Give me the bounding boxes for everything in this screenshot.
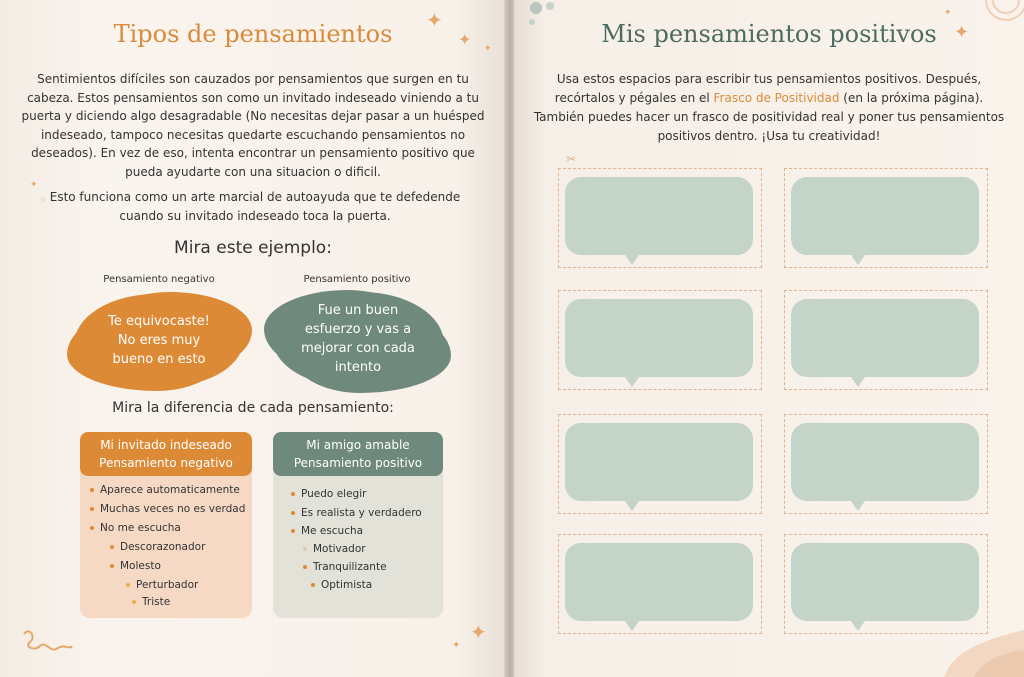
cutout-bubble[interactable] <box>784 290 988 390</box>
list-item: Es realista y verdadero <box>291 507 422 519</box>
list-item: Descorazonador <box>110 541 205 553</box>
cutout-bubble[interactable] <box>784 168 988 268</box>
sparkle-icon: ✦ <box>30 180 38 190</box>
cutout-bubble[interactable] <box>558 290 762 390</box>
list-item: Optimista <box>311 579 372 591</box>
positive-thought-text: Fue un buen esfuerzo y vas a mejorar con cada intento <box>301 303 415 375</box>
positive-caption: Pensamiento positivo <box>303 274 411 285</box>
positive-thought-cloud <box>272 292 444 386</box>
cutout-bubble[interactable] <box>558 534 762 634</box>
cutout-bubble[interactable] <box>784 414 988 514</box>
swirl-icon <box>20 624 76 658</box>
sparkle-icon: ✦ <box>470 620 487 644</box>
negative-card-header <box>80 432 252 476</box>
positive-card-title: Mi amigo amable <box>306 438 410 452</box>
cutout-bubble[interactable] <box>558 414 762 514</box>
positive-card-subtitle: Pensamiento positivo <box>293 456 423 470</box>
intro-paragraph: Sentimientos difíciles son cauzados por pensamientos que surgen en tu cabeza. Estos pensamientos son como un invitado indeseado viniendo a tu puerta y diciendo algo desagradable (No necesitas dejar pasar a un huésped indeseado, tampoco necesitas quedarte escuchando pensamientos no deseados). En vez de eso, intenta encontrar un pensamiento positivo que pueda ayudarte con una situacion o dificil. <box>21 72 485 179</box>
difference-heading: Mira la diferencia de cada pensamiento: <box>112 400 394 416</box>
cutout-bubble[interactable] <box>558 168 762 268</box>
page-title: Tipos de pensamientos <box>113 20 393 48</box>
page-title: Mis pensamientos positivos <box>601 20 937 48</box>
sparkle-icon: ✦ <box>452 640 461 651</box>
scissors-icon: ✂ <box>566 152 577 166</box>
bubble-grid <box>558 168 998 638</box>
list-item: Perturbador <box>126 579 198 591</box>
highlight-link: Frasco de Positividad <box>713 91 840 105</box>
negative-thought-cloud <box>74 294 244 386</box>
cutout-bubble[interactable] <box>784 534 988 634</box>
left-page <box>0 0 506 677</box>
list-item: Aparece automaticamente <box>90 484 240 496</box>
negative-card-subtitle: Pensamiento negativo <box>99 456 233 470</box>
positive-card-header <box>273 432 443 476</box>
decor-blob <box>934 620 1024 677</box>
negative-caption: Pensamiento negativo <box>103 274 215 285</box>
decor-circles <box>964 0 1024 30</box>
negative-card-title: Mi invitado indeseado <box>100 438 232 452</box>
list-item: Tranquilizante <box>303 561 387 573</box>
negative-thought-text: Te equivocaste! No eres muy bueno en esto <box>108 313 210 367</box>
sparkle-icon: ✦ <box>484 44 492 54</box>
negative-thought-card <box>80 432 252 618</box>
instructions-paragraph: Usa estos espacios para escribir tus pensamientos positivos. Después, recórtalos y pégales en el Frasco de Positividad (en la próxima página). También puedes hacer un frasco de positividad real y poner tus pensamientos positivos dentro. ¡Usa tu creatividad! <box>533 72 1005 143</box>
right-page <box>514 0 1024 677</box>
sparkle-icon: ✦ <box>458 30 472 49</box>
list-item: Me escucha <box>291 525 363 537</box>
example-heading: Mira este ejemplo: <box>174 238 332 258</box>
sparkle-icon: ☆ <box>40 196 47 204</box>
sparkle-icon: ✦ <box>426 8 443 32</box>
list-item: Motivador <box>303 543 366 555</box>
sparkle-icon: ✦ <box>954 22 970 43</box>
list-item: No me escucha <box>90 522 181 534</box>
positive-thought-card <box>273 432 443 618</box>
sparkle-icon: ✦ <box>944 8 952 18</box>
list-item: Puedo elegir <box>291 488 366 500</box>
list-item: Triste <box>132 596 170 608</box>
list-item: Molesto <box>110 560 161 572</box>
martial-art-paragraph: Esto funciona como un arte marcial de autoayuda que te defedende cuando su invitado indeseado toca la puerta. <box>49 190 461 223</box>
list-item: Muchas veces no es verdad <box>90 503 245 515</box>
